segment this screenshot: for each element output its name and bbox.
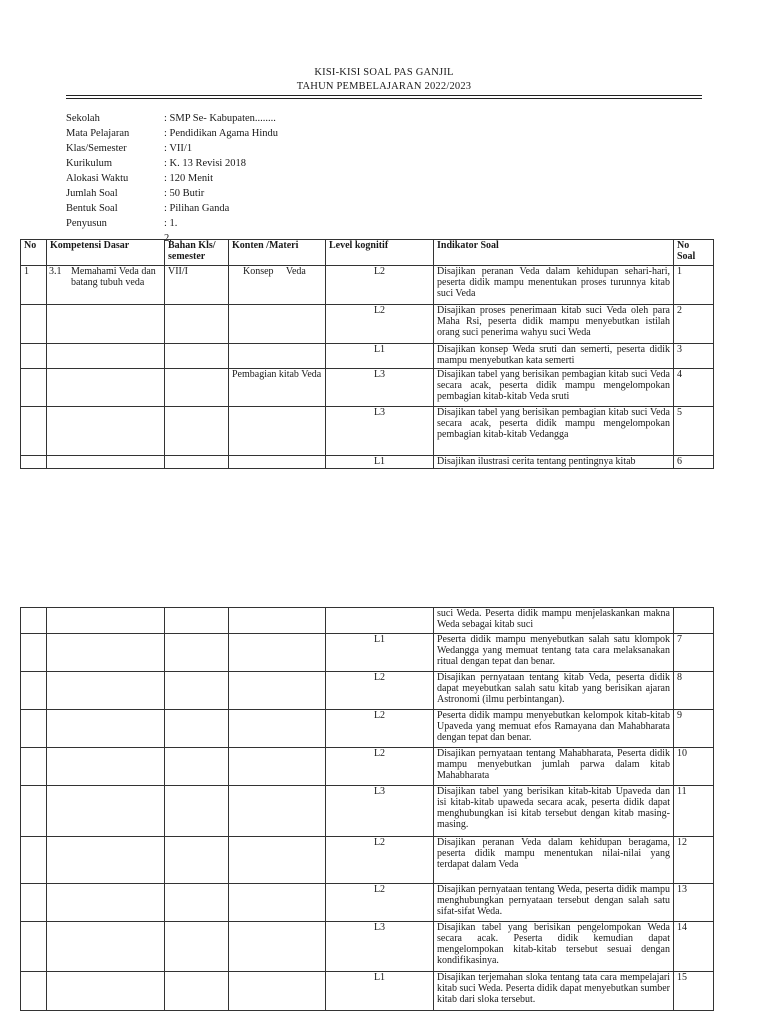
cell-no-soal: 11	[674, 786, 714, 837]
cell-empty	[165, 672, 229, 710]
cell-level: L2	[326, 710, 434, 748]
cell-no-soal: 13	[674, 884, 714, 922]
cell-empty	[47, 672, 165, 710]
table-header-row	[21, 240, 714, 266]
table-row	[21, 608, 714, 634]
document-title: KISI-KISI SOAL PAS GANJIL	[314, 67, 454, 78]
info-value: : 50 Butir	[164, 188, 205, 199]
cell-indikator: suci Weda. Peserta didik mampu menjelaskankan makna Weda sebagai kitab suci	[434, 608, 674, 634]
info-label: Penyusun	[66, 218, 107, 229]
title-rule-bottom	[66, 98, 702, 99]
table-row	[21, 672, 714, 710]
cell-no	[21, 369, 47, 407]
cell-level: L2	[326, 748, 434, 786]
cell-indikator: Peserta didik mampu menyebutkan salah satu klompok Wedangga yang memuat tentang tata cara melaksanakan ritual dengan tepat dan benar.	[434, 634, 674, 672]
cell-empty	[21, 884, 47, 922]
info-label: Alokasi Waktu	[66, 173, 129, 184]
cell-empty	[165, 634, 229, 672]
cell-kompetensi	[47, 266, 165, 305]
cell-empty	[165, 748, 229, 786]
cell-empty	[47, 837, 165, 884]
cell-konten: Konsep Veda	[229, 266, 326, 305]
table-row	[21, 972, 714, 1011]
cell-empty	[165, 786, 229, 837]
cell-no	[21, 305, 47, 344]
info-value: : SMP Se- Kabupaten........	[164, 113, 276, 124]
table-row	[21, 305, 714, 344]
cell-level: L3	[326, 922, 434, 972]
cell-empty	[21, 672, 47, 710]
cell-konten: Pembagian kitab Veda	[229, 369, 326, 407]
cell-no-soal: 5	[674, 407, 714, 456]
cell-empty	[47, 786, 165, 837]
cell-indikator: Disajikan peranan Veda dalam kehidupan sehari-hari, peserta didik mampu menentukan proses turunnya kitab suci Veda	[434, 266, 674, 305]
table-row	[21, 369, 714, 407]
kisi-kisi-table-page-1	[20, 239, 714, 469]
header-no: No	[21, 240, 47, 266]
cell-bahan: VII/I	[165, 266, 229, 305]
cell-konten	[229, 344, 326, 369]
cell-empty	[229, 634, 326, 672]
kisi-kisi-table-page-2	[20, 607, 714, 1011]
cell-empty	[47, 884, 165, 922]
header-no-soal: No Soal	[674, 240, 714, 266]
cell-empty	[229, 884, 326, 922]
table-row	[21, 884, 714, 922]
cell-empty	[165, 922, 229, 972]
cell-level: L3	[326, 369, 434, 407]
info-label: Jumlah Soal	[66, 188, 118, 199]
cell-indikator: Peserta didik mampu menyebutkan kelompok kitab-kitab Upaveda yang memuat efos Ramayana dan Mahabharata dengan tepat dan benar.	[434, 710, 674, 748]
cell-indikator: Disajikan pernyataan tentang Mahabharata, Peserta didik mampu menyebutkan jumlah parwa dalam kitab Mahabharata	[434, 748, 674, 786]
info-value: 2.	[164, 233, 172, 244]
cell-empty	[21, 634, 47, 672]
cell-empty	[47, 972, 165, 1011]
cell-indikator: Disajikan tabel yang berisikan pengelompokan Weda secara acak. Peserta didik kemudian dapat mengelompokan kitab-kitab tersebut sesuai dengan kondifikasinya.	[434, 922, 674, 972]
cell-empty	[229, 710, 326, 748]
table-row	[21, 922, 714, 972]
cell-no-soal: 8	[674, 672, 714, 710]
info-label: Sekolah	[66, 113, 100, 124]
cell-empty	[229, 837, 326, 884]
cell-indikator: Disajikan tabel yang berisikan kitab-kitab Upaveda dan isi kitab-kitab upaweda secara acak, peserta didik dapat menghubungkan isi kitab tersebut dengan kitab masing-masing.	[434, 786, 674, 837]
table-row	[21, 748, 714, 786]
cell-level: L1	[326, 972, 434, 1011]
title-rule-top	[66, 95, 702, 96]
cell-konten	[229, 456, 326, 469]
header-konten: Konten /Materi	[229, 240, 326, 266]
cell-no-soal: 2	[674, 305, 714, 344]
cell-kompetensi	[47, 344, 165, 369]
table-row	[21, 786, 714, 837]
cell-empty	[47, 608, 165, 634]
cell-empty	[21, 837, 47, 884]
cell-konten	[229, 407, 326, 456]
cell-no-soal: 3	[674, 344, 714, 369]
cell-indikator: Disajikan pernyataan tentang Weda, peserta didik mampu menghubungkan pernyataan tersebut dengan salah satu sifat-sifat Weda.	[434, 884, 674, 922]
cell-level: L2	[326, 837, 434, 884]
cell-level: L1	[326, 634, 434, 672]
table-row	[21, 837, 714, 884]
info-label: Bentuk Soal	[66, 203, 118, 214]
cell-indikator: Disajikan ilustrasi cerita tentang pentingnya kitab	[434, 456, 674, 469]
cell-indikator: Disajikan proses penerimaan kitab suci Veda oleh para Maha Rsi, peserta didik mampu menyebutkan istilah orang suci penerima wahyu suci Weda	[434, 305, 674, 344]
cell-kompetensi	[47, 456, 165, 469]
document-subtitle: TAHUN PEMBELAJARAN 2022/2023	[296, 81, 472, 92]
cell-indikator: Disajikan pernyataan tentang kitab Veda, peserta didik dapat meyebutkan salah satu kitab yang berisikan ajaran Astronomi (ilmu perbintangan).	[434, 672, 674, 710]
cell-no-soal: 6	[674, 456, 714, 469]
table-row	[21, 710, 714, 748]
header-indikator: Indikator Soal	[434, 240, 674, 266]
cell-empty	[165, 608, 229, 634]
cell-empty	[165, 972, 229, 1011]
cell-bahan	[165, 369, 229, 407]
cell-empty	[47, 710, 165, 748]
table-row	[21, 456, 714, 469]
cell-no-soal: 1	[674, 266, 714, 305]
cell-empty	[165, 884, 229, 922]
info-value: : K. 13 Revisi 2018	[164, 158, 246, 169]
cell-level: L1	[326, 456, 434, 469]
cell-level: L1	[326, 344, 434, 369]
cell-no-soal: 9	[674, 710, 714, 748]
table-row	[21, 344, 714, 369]
cell-level: L3	[326, 786, 434, 837]
info-value: : Pendidikan Agama Hindu	[164, 128, 279, 139]
cell-no-soal	[674, 608, 714, 634]
cell-empty	[47, 748, 165, 786]
cell-level: L2	[326, 884, 434, 922]
cell-no-soal: 12	[674, 837, 714, 884]
info-label: Mata Pelajaran	[66, 128, 130, 139]
cell-bahan	[165, 407, 229, 456]
cell-empty	[229, 672, 326, 710]
header-bahan: Bahan Kls/ semester	[165, 240, 229, 266]
cell-empty	[229, 608, 326, 634]
cell-no-soal: 14	[674, 922, 714, 972]
table-row	[21, 634, 714, 672]
cell-no-soal: 7	[674, 634, 714, 672]
cell-kompetensi	[47, 407, 165, 456]
header-kompetensi-dasar: Kompetensi Dasar	[47, 240, 165, 266]
kd-number: 3.1	[49, 266, 62, 277]
cell-kompetensi	[47, 369, 165, 407]
cell-empty	[229, 748, 326, 786]
cell-kompetensi	[47, 305, 165, 344]
info-label: Kurikulum	[66, 158, 113, 169]
cell-empty	[47, 634, 165, 672]
cell-konten	[229, 305, 326, 344]
cell-bahan	[165, 456, 229, 469]
cell-no-soal: 4	[674, 369, 714, 407]
cell-level: L2	[326, 672, 434, 710]
info-label: Klas/Semester	[66, 143, 127, 154]
cell-level: L2	[326, 305, 434, 344]
cell-empty	[229, 972, 326, 1011]
cell-indikator: Disajikan tabel yang berisikan pembagian kitab suci Veda secara acak, peserta didik mampu mengelompokan pembagian kitab-kitab Vedangga	[434, 407, 674, 456]
cell-bahan	[165, 305, 229, 344]
cell-empty	[47, 922, 165, 972]
table-row	[21, 266, 714, 305]
info-value: : VII/1	[164, 143, 193, 154]
cell-no	[21, 344, 47, 369]
cell-empty	[21, 922, 47, 972]
cell-empty	[21, 748, 47, 786]
cell-empty	[229, 922, 326, 972]
cell-empty	[21, 710, 47, 748]
cell-empty	[165, 837, 229, 884]
cell-indikator: Disajikan terjemahan sloka tentang tata cara mempelajari kitab suci Weda. Peserta didik dapat menyebutkan sumber kitab dari sloka tersebut.	[434, 972, 674, 1011]
header-level: Level kognitif	[326, 240, 434, 266]
cell-no: 1	[21, 266, 47, 305]
cell-empty	[21, 608, 47, 634]
cell-level: L3	[326, 407, 434, 456]
info-value: : Pilihan Ganda	[164, 203, 230, 214]
cell-empty	[21, 972, 47, 1011]
cell-indikator: Disajikan konsep Weda sruti dan semerti, peserta didik mampu menyebutkan kata semerti	[434, 344, 674, 369]
info-value: : 1.	[164, 218, 178, 229]
cell-indikator: Disajikan tabel yang berisikan pembagian kitab suci Veda secara acak, peserta didik mampu mengelompokan pembagian kitab-kitab Veda sruti	[434, 369, 674, 407]
cell-level	[326, 608, 434, 634]
kd-text: Memahami Veda dan batang tubuh veda	[71, 266, 156, 288]
cell-no	[21, 407, 47, 456]
cell-empty	[165, 710, 229, 748]
cell-level: L2	[326, 266, 434, 305]
cell-empty	[229, 786, 326, 837]
cell-no	[21, 456, 47, 469]
cell-no-soal: 10	[674, 748, 714, 786]
cell-empty	[21, 786, 47, 837]
cell-no-soal: 15	[674, 972, 714, 1011]
cell-indikator: Disajikan peranan Veda dalam kehidupan beragama, peserta didik mampu menentukan nilai-nilai yang terdapat dalam Veda	[434, 837, 674, 884]
table-row	[21, 407, 714, 456]
info-value: : 120 Menit	[164, 173, 213, 184]
cell-bahan	[165, 344, 229, 369]
